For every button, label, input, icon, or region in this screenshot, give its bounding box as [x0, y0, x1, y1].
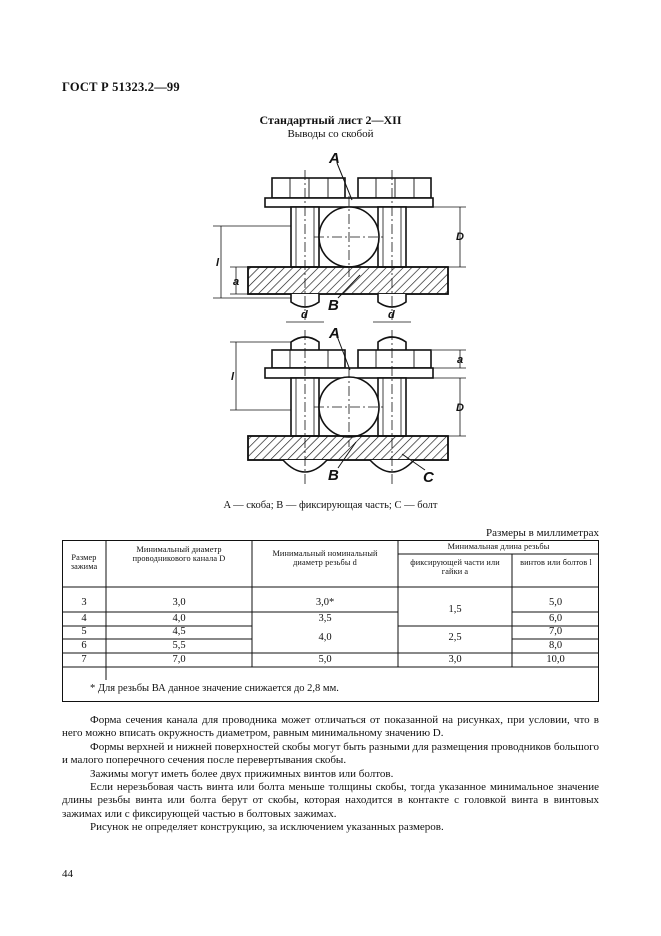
header-min-nominal-thread: Минимальный номинальный диаметр резьбы d [272, 549, 378, 568]
cell-d-1: 3,0* [315, 597, 335, 608]
label-a-lower: A [329, 325, 340, 342]
cell-a-3-4: 1,5 [448, 604, 462, 615]
dim-l-upper: l [216, 257, 220, 269]
sheet-title: Стандартный лист 2—XII [259, 113, 402, 127]
cell-l-1: 5,0 [548, 597, 563, 608]
dim-d-right: d [388, 309, 395, 321]
cell-l-3: 7,0 [548, 626, 563, 637]
document-header: ГОСТ Р 51323.2—99 [62, 80, 180, 94]
dim-D-lower: D [456, 402, 464, 414]
label-b-lower: B [328, 467, 339, 484]
cell-l-5: 10,0 [546, 654, 565, 665]
label-c: C [423, 469, 434, 486]
cell-D-5: 7,0 [172, 654, 186, 665]
cell-size-5: 7 [81, 654, 87, 665]
units-note: Размеры в миллиметрах [486, 527, 599, 539]
cell-size-3: 5 [81, 626, 87, 637]
cell-a-5: 3,0 [448, 654, 462, 665]
table-footnote: * Для резьбы ВА данное значение снижается до 2,8 мм. [90, 683, 339, 694]
cell-size-4: 6 [81, 640, 87, 651]
header-size: Размер зажима [70, 553, 98, 572]
upper-assembly [213, 163, 466, 322]
header-min-diam-channel: Минимальный диаметр проводникового канала D [132, 545, 226, 564]
label-b-upper: B [328, 297, 339, 314]
dim-l-lower: l [231, 371, 235, 383]
cell-a-5-6: 2,5 [448, 632, 462, 643]
label-a-upper: A [329, 150, 340, 167]
cell-l-2: 6,0 [548, 613, 563, 624]
cell-d-5-6: 4,0 [318, 632, 332, 643]
header-screws-bolts: винтов или болтов l [520, 558, 592, 567]
dimensions-table [62, 540, 599, 702]
dim-a-upper: a [233, 276, 240, 288]
cell-l-4: 8,0 [548, 640, 563, 651]
dim-a-lower: a [457, 354, 464, 366]
page-number: 44 [62, 868, 73, 880]
figure-caption: A — скоба; B — фиксирующая часть; C — болт [223, 500, 438, 511]
paragraph-5: Рисунок не определяет конструкцию, за исключением указанных размеров. [90, 821, 444, 833]
sheet-subtitle: Выводы со скобой [287, 128, 374, 140]
lower-assembly [230, 330, 466, 485]
cell-d-5: 5,0 [318, 654, 332, 665]
cell-D-2: 4,0 [172, 613, 186, 624]
cell-d-2: 3,5 [318, 613, 332, 624]
cell-D-3: 4,5 [172, 626, 186, 637]
paragraph-1: Форма сечения канала для проводника может отличаться от показанной на рисунках, при условии, что в него можно вписать окружность диаметром, равным минимальному значению D. [62, 714, 599, 740]
dim-d-left: d [301, 309, 308, 321]
cell-size-2: 4 [81, 613, 87, 624]
header-fixing-part: фиксирующей части или гайки a [410, 558, 500, 577]
paragraph-3: Зажимы могут иметь более двух прижимных винтов или болтов. [90, 768, 394, 780]
header-min-thread-length: Минимальная длина резьбы [447, 542, 550, 551]
cell-D-4: 5,5 [172, 640, 186, 651]
cell-D-1: 3,0 [172, 597, 186, 608]
paragraph-2: Формы верхней и нижней поверхностей скобы могут быть разными для размещения проводников большого и малого поперечного сечения после перевертывания скобы. [62, 741, 599, 767]
dim-D-upper: D [456, 231, 464, 243]
paragraph-4: Если нерезьбовая часть винта или болта меньше толщины скобы, тогда указанное минимальное значение длины резьбы винта или болта берут от скобы, которая находится в контакте с головкой винта в винтовых зажимах или с фиксирующей частью в болтовых зажимах. [62, 781, 599, 820]
cell-size-1: 3 [81, 597, 87, 608]
